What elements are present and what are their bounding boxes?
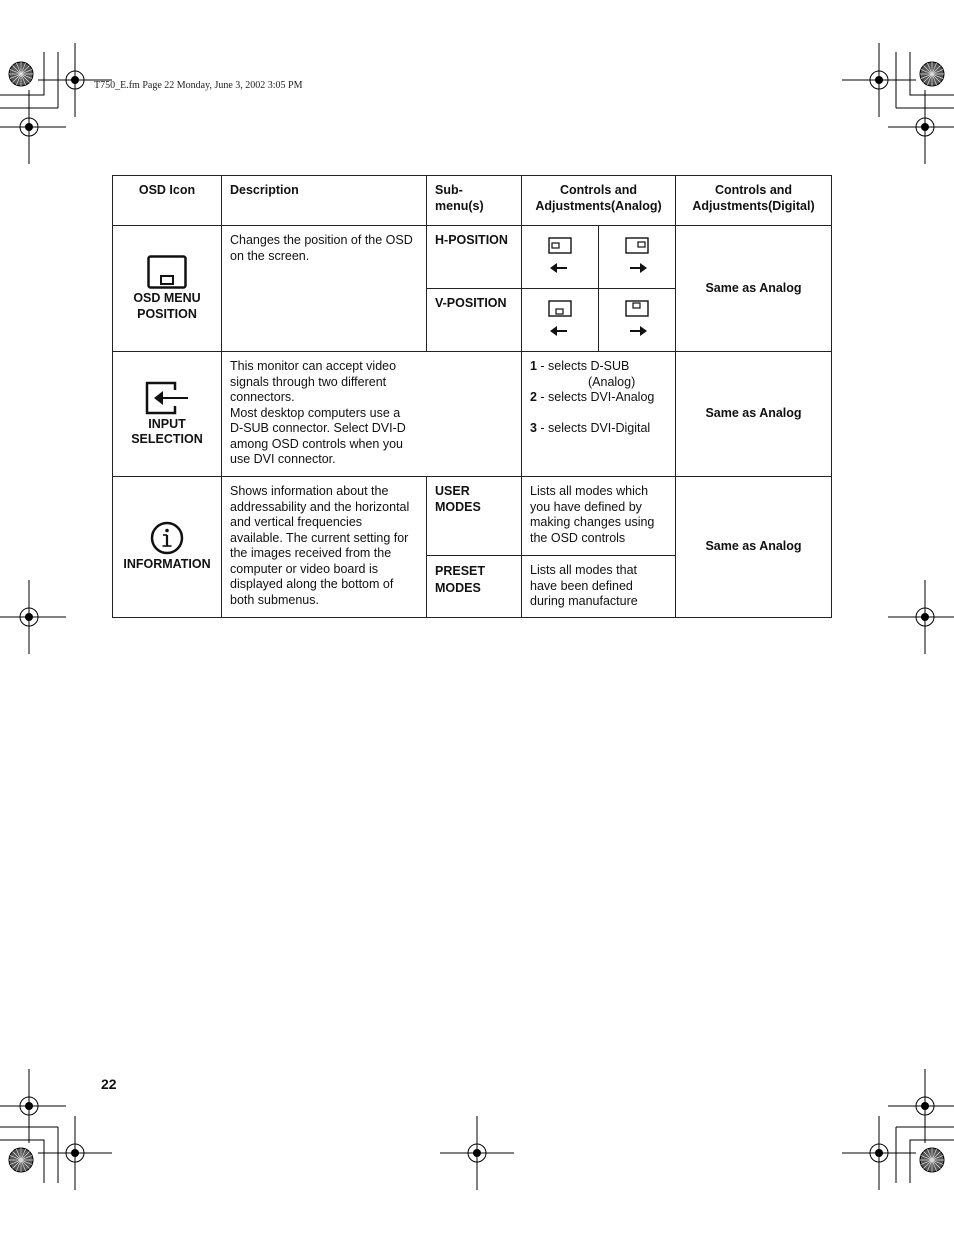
registration-mark-icon (0, 1069, 66, 1143)
osd-controls-table (112, 175, 832, 618)
registration-mark-icon (440, 1116, 514, 1190)
submenu-detail: Lists all modes which you have defined by making changes using the OSD controls (522, 477, 676, 556)
header-description: Description (222, 176, 427, 226)
table-row (113, 477, 832, 556)
registration-mark-icon (0, 580, 66, 654)
registration-mark-icon (888, 580, 954, 654)
list-item: 3 - selects DVI-Digital (530, 420, 651, 435)
submenu-v-position: V-POSITION (427, 289, 522, 352)
osd-icon-cell (113, 477, 222, 618)
registration-mark-icon (888, 90, 954, 164)
list-item: 2 - selects DVI-Analog (530, 390, 655, 404)
color-target-icon (920, 1148, 944, 1172)
osd-icon-cell (113, 226, 222, 352)
h-position-right-icon[interactable] (624, 236, 650, 278)
v-position-down-icon[interactable] (547, 299, 573, 341)
description-cell: Changes the position of the OSD on the screen. (222, 226, 427, 352)
submenu-user-modes: USER MODES (427, 477, 522, 556)
table-row (113, 226, 832, 289)
options-cell (522, 352, 676, 477)
h-position-left-icon[interactable] (547, 236, 573, 278)
header-osd-icon: OSD Icon (113, 176, 222, 226)
list-item-note: (Analog) (588, 374, 636, 389)
description-cell: Shows information about the addressability and the horizontal and vertical frequencies available. The current setting for the images received from the computer or video board is displayed along the bottom of both submenus. (222, 477, 427, 618)
input-selection-icon (145, 381, 189, 415)
header-analog: Controls and Adjustments(Analog) (522, 176, 676, 226)
osd-icon-label: INPUT SELECTION (131, 416, 203, 446)
control-cell (522, 226, 599, 289)
digital-cell: Same as Analog (676, 477, 832, 618)
registration-mark-icon (0, 90, 66, 164)
submenu-detail: Lists all modes that have been defined during manufacture (522, 556, 676, 618)
registration-mark-icon (888, 1069, 954, 1143)
color-target-icon (920, 62, 944, 86)
control-cell (522, 289, 599, 352)
registration-mark-icon (842, 43, 916, 117)
digital-cell: Same as Analog (676, 226, 832, 352)
color-target-icon (9, 62, 33, 86)
description-cell: This monitor can accept video signals through two different connectors. Most desktop computers use a D-SUB connector. Select DVI-D among OSD controls when you use DVI connector. (222, 352, 522, 477)
table-header-row (113, 176, 832, 226)
print-header: T750_E.fm Page 22 Monday, June 3, 2002 3:05 PM (94, 80, 303, 91)
osd-menu-position-icon (147, 255, 187, 289)
control-cell (599, 226, 676, 289)
submenu-preset-modes: PRESET MODES (427, 556, 522, 618)
table-row (113, 352, 832, 477)
osd-icon-label: OSD MENU POSITION (133, 291, 201, 321)
osd-icon-label: INFORMATION (123, 557, 211, 572)
header-digital: Controls and Adjustments(Digital) (676, 176, 832, 226)
list-item: 1 - selects D-SUB (530, 359, 630, 373)
color-target-icon (9, 1148, 33, 1172)
page-number: 22 (101, 1076, 117, 1092)
osd-icon-cell (113, 352, 222, 477)
v-position-up-icon[interactable] (624, 299, 650, 341)
control-cell (599, 289, 676, 352)
header-submenus: Sub- menu(s) (427, 176, 522, 226)
information-icon (150, 521, 184, 555)
submenu-h-position: H-POSITION (427, 226, 522, 289)
digital-cell: Same as Analog (676, 352, 832, 477)
